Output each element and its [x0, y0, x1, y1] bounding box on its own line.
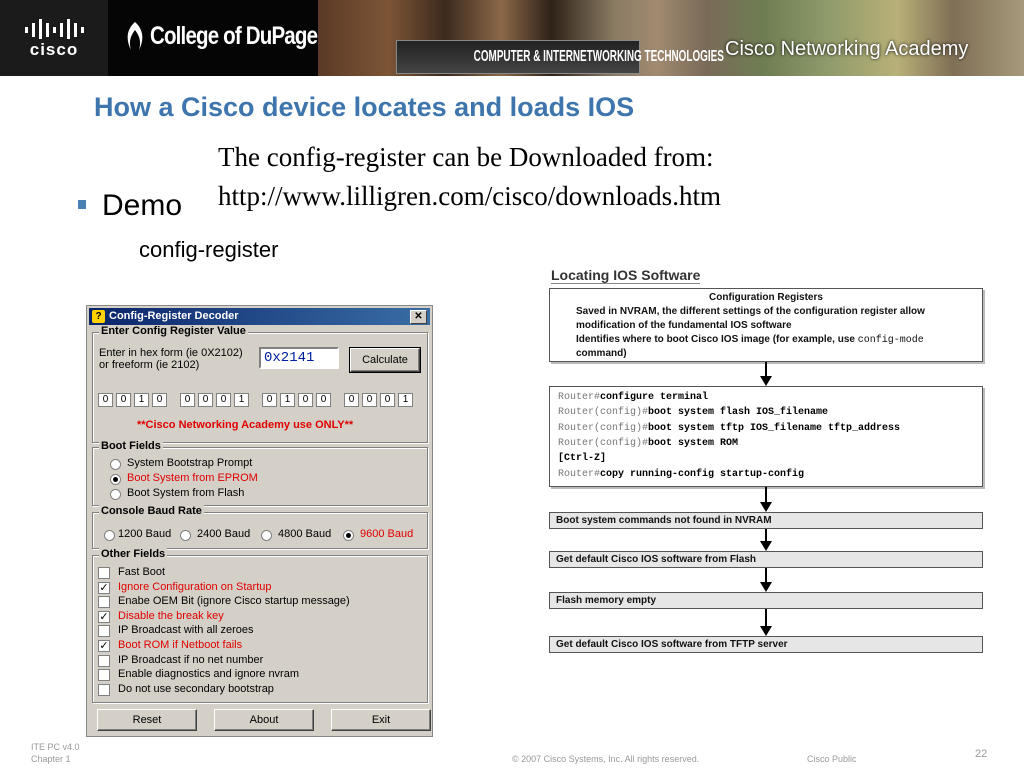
- cisco-logo: [0, 0, 108, 76]
- config-box-line2: modification of the fundamental IOS software: [576, 320, 792, 331]
- close-button[interactable]: ✕: [410, 310, 427, 324]
- bullet-demo: Demo: [102, 189, 183, 222]
- commands-box: [549, 386, 983, 487]
- option-label: Do not use secondary bootstrap: [118, 682, 274, 695]
- boot-fields-legend: Boot Fields: [101, 440, 161, 452]
- option-checkbox[interactable]: [98, 655, 110, 667]
- option-checkbox[interactable]: [98, 669, 110, 681]
- footer-chapter: Chapter 1: [31, 754, 71, 764]
- bit-field[interactable]: 0: [198, 393, 213, 407]
- boot-option-label: Boot System from Flash: [127, 487, 245, 499]
- baud-radio[interactable]: [261, 530, 272, 541]
- option-label: Ignore Configuration on Startup: [118, 580, 272, 593]
- bit-field[interactable]: 0: [362, 393, 377, 407]
- down-arrow-icon: [760, 362, 772, 386]
- option-label: IP Broadcast with all zeroes: [118, 624, 254, 637]
- option-label: Enabe OEM Bit (ignore Cisco startup message): [118, 595, 350, 608]
- option-label: Disable the break key: [118, 609, 224, 622]
- enter-value-legend: Enter Config Register Value: [101, 325, 246, 337]
- college-name: College of DuPage: [150, 22, 318, 50]
- option-label: Fast Boot: [118, 566, 166, 578]
- command-text: boot system tftp IOS_filename tftp_address: [648, 422, 901, 434]
- hex-hint-line2: or freeform (ie 2102): [99, 359, 200, 371]
- option-checkbox[interactable]: ✓: [99, 610, 109, 623]
- hex-value-input[interactable]: 0x2141: [259, 347, 339, 369]
- baud-rate-legend: Console Baud Rate: [101, 505, 202, 517]
- step-not-found: Boot system commands not found in NVRAM: [549, 512, 983, 529]
- command-prompt: Router(config)#: [558, 437, 649, 449]
- option-label: IP Broadcast if no net number: [118, 653, 264, 666]
- command-prompt: Router(config)#: [558, 407, 649, 419]
- page-number: 22: [975, 748, 988, 760]
- command-line: [558, 423, 900, 434]
- bit-field[interactable]: 0: [344, 393, 359, 407]
- footer-classification: Cisco Public: [807, 754, 857, 764]
- command-text: copy running-config startup-config: [600, 468, 805, 480]
- config-box-line3: Identifies where to boot Cisco IOS image (for example, use config-mode: [576, 334, 924, 346]
- down-arrow-icon: [760, 609, 772, 636]
- academy-name: Cisco Networking Academy: [725, 38, 969, 60]
- bit-field[interactable]: 1: [398, 393, 413, 407]
- boot-radio[interactable]: [110, 474, 121, 485]
- bit-field[interactable]: 0: [180, 393, 195, 407]
- window-titlebar[interactable]: [89, 308, 430, 325]
- command-line: [558, 392, 708, 403]
- boot-option-label: Boot System from EPROM: [127, 472, 258, 484]
- command-prompt: Router#: [558, 392, 601, 403]
- option-label: Boot ROM if Netboot fails: [118, 639, 243, 651]
- baud-option-label: 4800 Baud: [278, 528, 332, 540]
- bit-field[interactable]: 0: [98, 393, 113, 407]
- config-box-line1: Saved in NVRAM, the different settings of the configuration register allow: [576, 306, 925, 317]
- cisco-bars-icon: [24, 19, 88, 39]
- bit-field[interactable]: 0: [116, 393, 131, 407]
- command-text: [Ctrl-Z]: [558, 453, 607, 465]
- slide-title: How a Cisco device locates and loads IOS: [94, 92, 635, 122]
- bit-field[interactable]: 0: [262, 393, 277, 407]
- config-registers-box: [549, 288, 983, 362]
- command-text: configure terminal: [600, 392, 709, 403]
- boot-radio[interactable]: [110, 459, 121, 470]
- flame-icon: [122, 20, 148, 52]
- download-note: The config-register can be Downloaded from:: [218, 142, 714, 172]
- window-title: Config-Register Decoder: [109, 310, 239, 322]
- bullet-square-icon: [78, 200, 86, 209]
- baud-radio[interactable]: [104, 530, 115, 541]
- step-default-flash: Get default Cisco IOS software from Flash: [549, 551, 983, 568]
- option-checkbox[interactable]: [98, 625, 110, 637]
- option-checkbox[interactable]: [98, 596, 110, 608]
- command-prompt: Router(config)#: [558, 422, 649, 434]
- config-box-heading: Configuration Registers: [709, 292, 823, 303]
- baud-option-label: 1200 Baud: [118, 528, 172, 540]
- hex-hint-line1: Enter in hex form (ie 0X2102): [99, 347, 243, 359]
- option-checkbox[interactable]: [98, 567, 110, 579]
- baud-radio[interactable]: [343, 530, 354, 541]
- baud-option-label: 2400 Baud: [197, 528, 251, 540]
- program-banner: COMPUTER & INTERNETWORKING TECHNOLOGIES: [396, 40, 640, 74]
- download-url[interactable]: http://www.lilligren.com/cisco/downloads.htm: [218, 181, 721, 211]
- down-arrow-icon: [760, 568, 772, 592]
- step-flash-empty: Flash memory empty: [549, 592, 983, 609]
- baud-radio[interactable]: [180, 530, 191, 541]
- header-banner: [0, 0, 1024, 76]
- bit-field[interactable]: 0: [298, 393, 313, 407]
- reset-button[interactable]: Reset: [97, 709, 197, 731]
- flow-title: Locating IOS Software: [551, 267, 701, 283]
- option-checkbox[interactable]: [98, 684, 110, 696]
- down-arrow-icon: [760, 529, 772, 551]
- cisco-wordmark: cisco: [29, 40, 79, 59]
- bit-field[interactable]: 1: [280, 393, 295, 407]
- about-button[interactable]: About: [214, 709, 314, 731]
- bit-field[interactable]: 0: [316, 393, 331, 407]
- command-prompt: Router#: [558, 468, 601, 480]
- option-label: Enable diagnostics and ignore nvram: [118, 668, 300, 681]
- option-checkbox[interactable]: ✓: [99, 640, 109, 652]
- help-icon: ?: [92, 310, 105, 323]
- bit-field[interactable]: 0: [152, 393, 167, 407]
- bit-field[interactable]: 0: [380, 393, 395, 407]
- exit-button[interactable]: Exit: [331, 709, 431, 731]
- bit-field[interactable]: 0: [216, 393, 231, 407]
- boot-option-label: System Bootstrap Prompt: [127, 457, 253, 469]
- footer-copyright: © 2007 Cisco Systems, Inc. All rights reserved.: [512, 754, 700, 764]
- config-box-line4: command): [576, 348, 627, 359]
- calculate-button[interactable]: Calculate: [350, 348, 420, 372]
- boot-radio[interactable]: [110, 489, 121, 500]
- option-checkbox[interactable]: ✓: [99, 581, 109, 594]
- bit-field[interactable]: 1: [234, 393, 249, 407]
- bit-field[interactable]: 1: [134, 393, 149, 407]
- command-text: boot system flash IOS_filename: [648, 407, 829, 419]
- academy-warning: **Cisco Networking Academy use ONLY**: [137, 419, 354, 431]
- sub-bullet-config-register: config-register: [139, 237, 279, 262]
- footer-course: ITE PC v4.0: [31, 742, 80, 752]
- step-default-tftp: Get default Cisco IOS software from TFTP server: [549, 636, 983, 653]
- other-fields-legend: Other Fields: [101, 548, 166, 560]
- command-text: boot system ROM: [648, 437, 739, 449]
- down-arrow-icon: [760, 487, 772, 512]
- command-line: [558, 453, 606, 464]
- command-line: [558, 438, 738, 449]
- config-register-decoder-window: [86, 305, 433, 737]
- command-line: [558, 469, 804, 480]
- command-line: [558, 407, 828, 418]
- baud-option-label: 9600 Baud: [360, 528, 414, 540]
- college-logo: [108, 0, 318, 76]
